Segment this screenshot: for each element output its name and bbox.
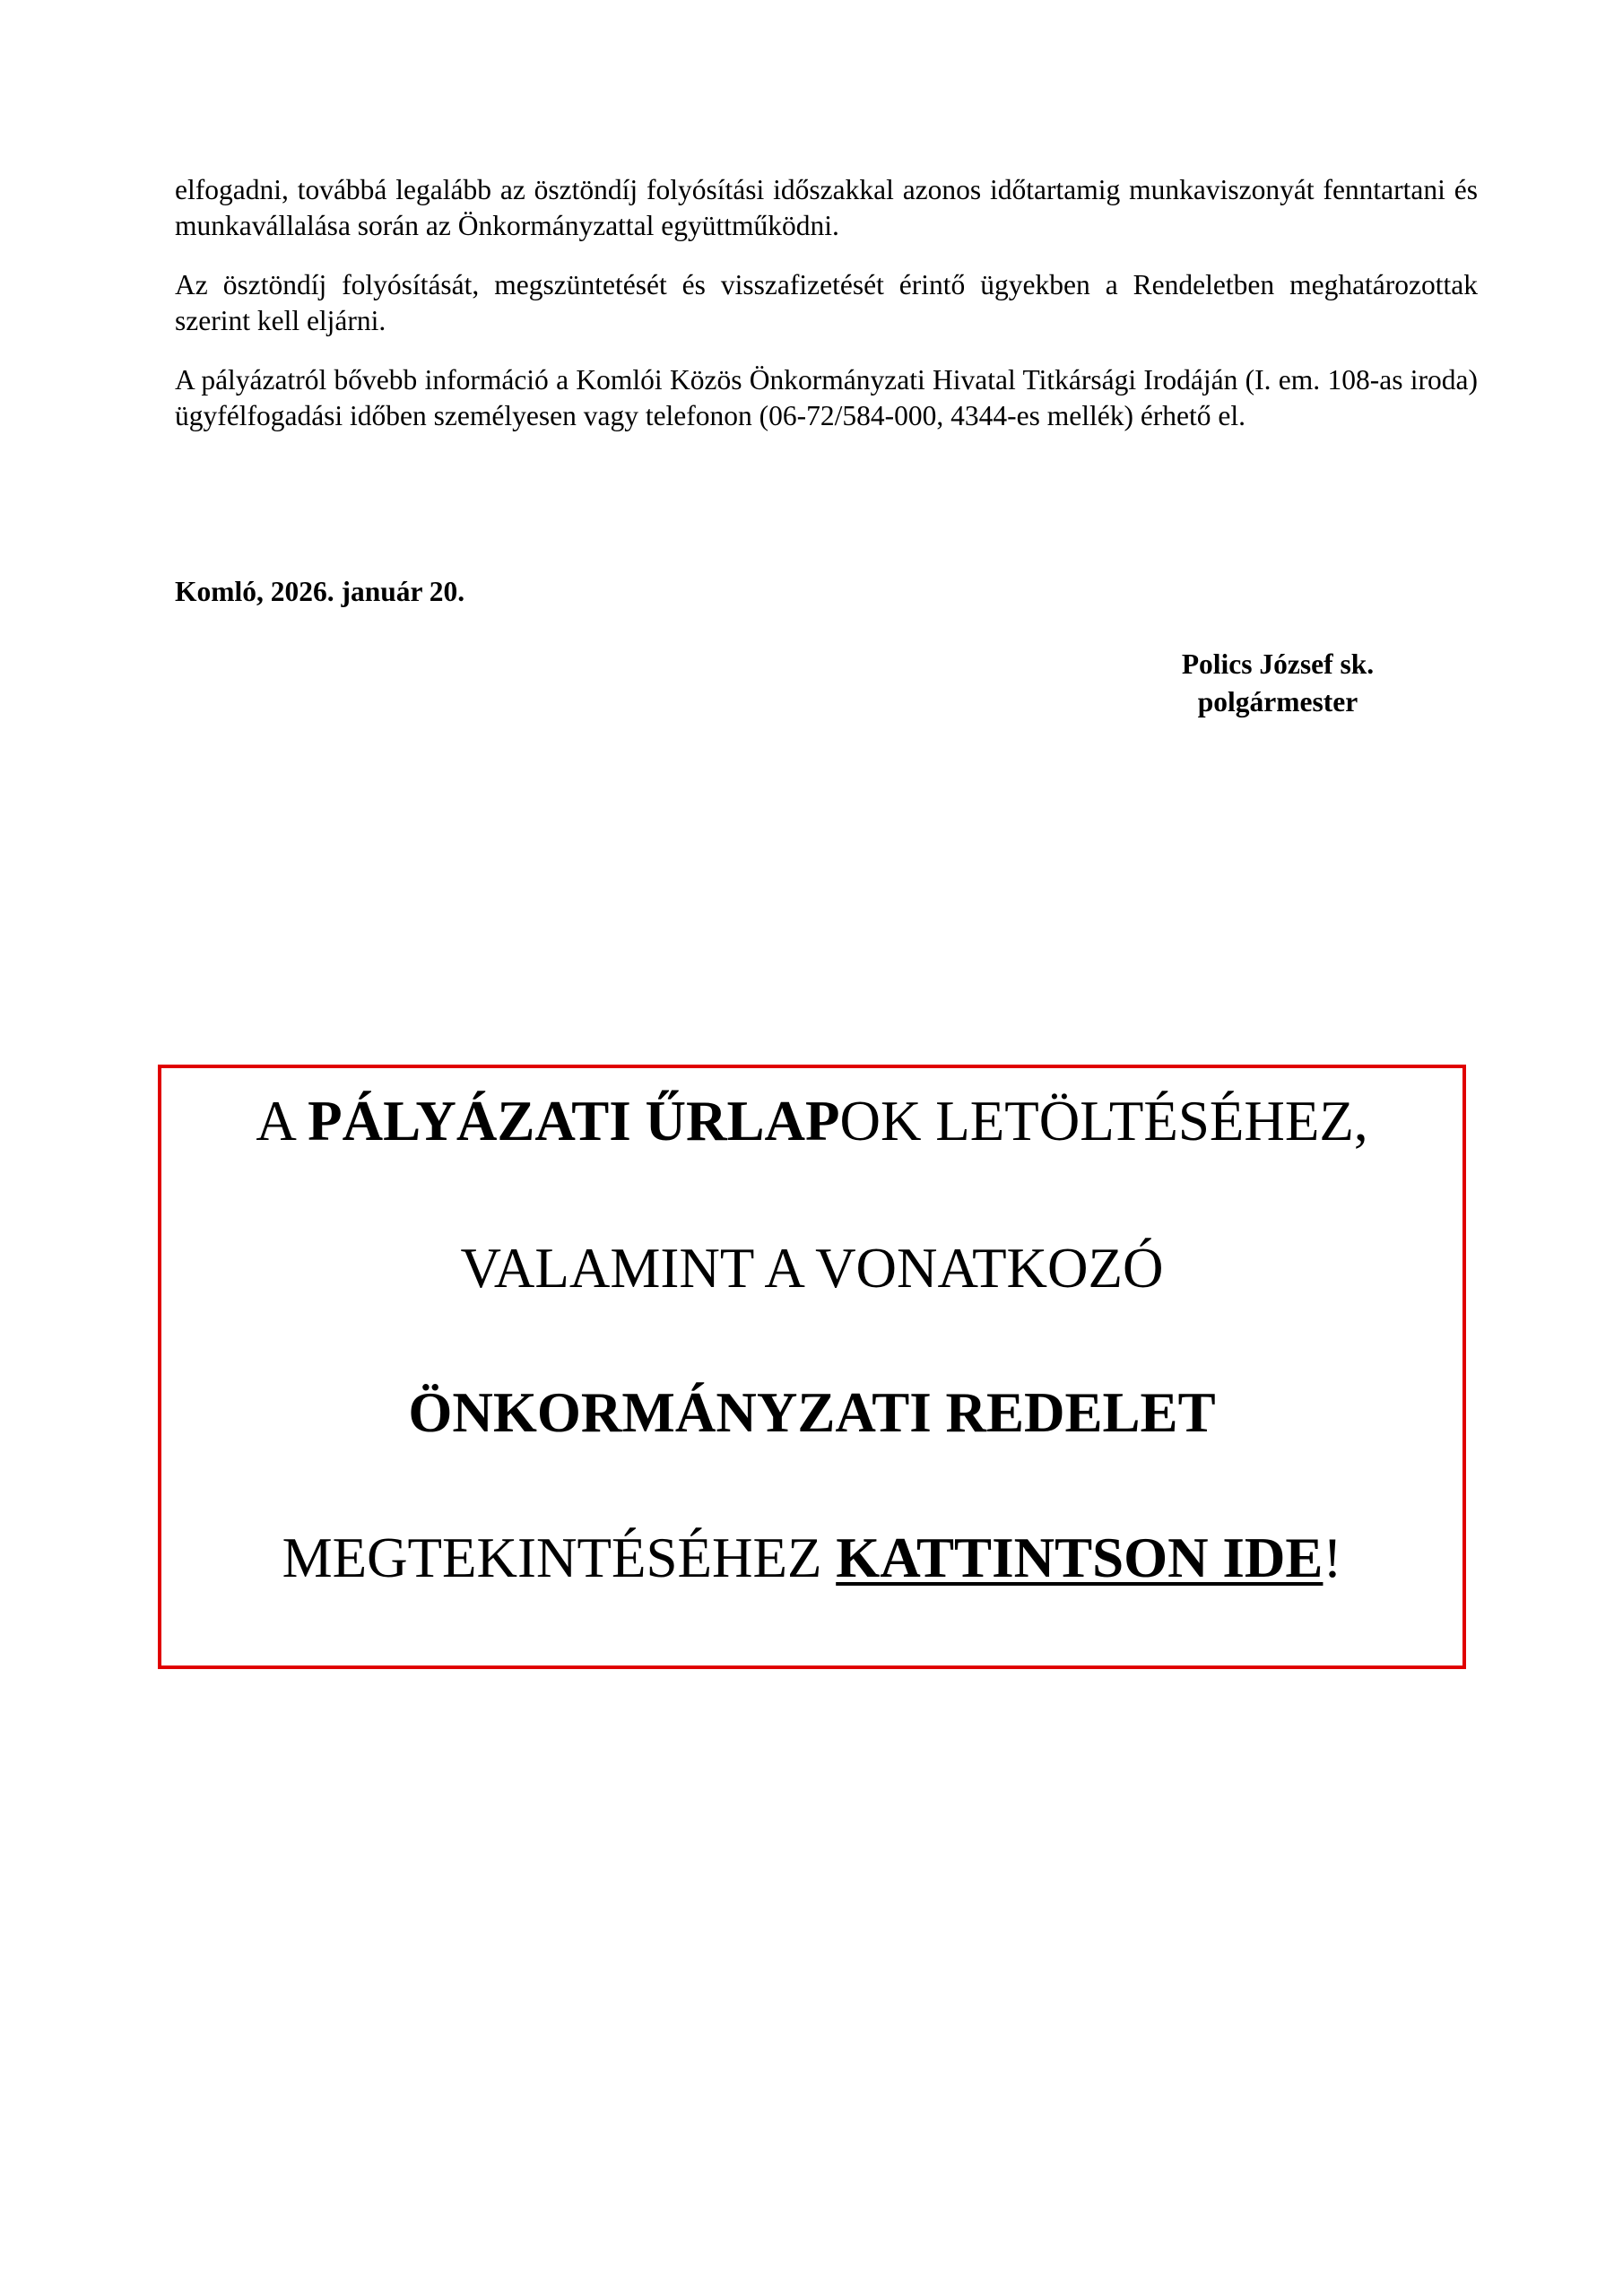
body-text [175, 172, 1478, 457]
notice-line-1-bold: PÁLYÁZATI ŰRLAP [308, 1090, 840, 1152]
signatory-title: polgármester [1197, 686, 1358, 718]
paragraph-scholarship-obligations: elfogadni, továbbá legalább az ösztöndíj folyósítási időszakkal azonos időtartamig munkaviszonyát fenntartani és munkavállalása során az Önkormányzattal együttműködni. [175, 174, 1478, 241]
notice-line-1-suffix: OK LETÖLTÉSÉHEZ, [839, 1090, 1368, 1152]
paragraph-procedure: Az ösztöndíj folyósítását, megszüntetését és visszafizetését érintő ügyekben a Rendeletben meghatározottak szerint kell eljárni. [175, 269, 1478, 336]
notice-line-1 [161, 1089, 1462, 1153]
notice-line-4-suffix: ! [1323, 1526, 1342, 1589]
paragraph-contact-info: A pályázatról bővebb információ a Komlói Közös Önkormányzati Hivatal Titkársági Irodáján (I. em. 108-as iroda) ügyfélfogadási időben személyesen vagy telefonon (06-72/584-000, 4344-es mellék) érhető el. [175, 364, 1478, 431]
click-here-link[interactable]: KATTINTSON IDE [836, 1526, 1324, 1589]
notice-line-1-prefix: A [256, 1090, 308, 1152]
place-and-date: Komló, 2026. január 20. [175, 576, 465, 607]
notice-line-4-prefix: MEGTEKINTÉSÉHEZ [282, 1526, 837, 1589]
signatory-name: Polics József sk. [1181, 648, 1375, 680]
notice-line-2: VALAMINT A VONATKOZÓ [460, 1237, 1164, 1300]
notice-line-3: ÖNKORMÁNYZATI REDELET [408, 1381, 1216, 1444]
download-notice-box [158, 1065, 1466, 1669]
signature-block [1112, 646, 1444, 721]
notice-line-4 [161, 1526, 1462, 1590]
